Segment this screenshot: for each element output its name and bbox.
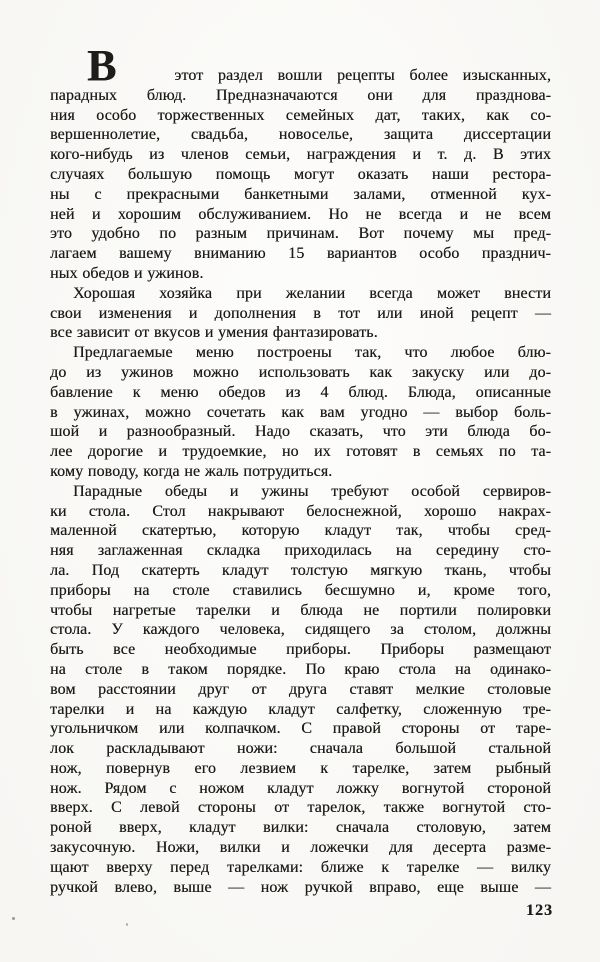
text-line: ния особо торжественных семейных дат, таких, как со- xyxy=(50,106,551,124)
text-line: это удобно по разным причинам. Вот почему мы пред- xyxy=(50,225,551,243)
text-line: щают вверху перед тарелками: ближе к тарелке — вилку xyxy=(50,858,551,876)
paragraph xyxy=(50,284,551,343)
text-line: вом расстоянии друг от друга ставят мелкие столовые xyxy=(50,680,551,698)
text-line: закусочную. Ножи, вилки и ложечки для десерта разме- xyxy=(50,839,551,857)
scan-speck xyxy=(126,923,128,926)
text-line: вверх. С левой стороны от тарелок, также вогнутой сто- xyxy=(50,799,551,817)
page-text-block xyxy=(50,41,551,897)
text-line: ных обедов и ужинов. xyxy=(50,264,204,282)
text-line: лее дорогие и трудоемкие, но их готовят в семьях по та- xyxy=(50,443,551,461)
text-line: маленной скатертью, которую кладут так, чтобы сред- xyxy=(50,522,551,540)
text-line: кого-нибудь из членов семьи, награждения и т. д. В этих xyxy=(50,146,551,164)
page-number: 123 xyxy=(526,902,553,919)
text-line: угольничком или колпачком. С правой стороны от таре- xyxy=(50,720,551,738)
paragraph xyxy=(50,482,551,898)
text-line: случаях большую помощь могут оказать наши рестора- xyxy=(50,165,551,183)
text-line: ки стола. Стол накрывают белоснежной, хорошо накрах- xyxy=(50,502,551,520)
text-line: все зависит от вкусов и умения фантазировать. xyxy=(50,324,378,342)
text-line: В этот раздел вошли рецепты более изысканных, xyxy=(87,41,551,90)
text-line: ручкой влево, выше — нож ручкой вправо, еще выше — xyxy=(50,878,551,896)
text-line: шой и разнообразный. Надо сказать, что эти блюда бо- xyxy=(50,423,551,441)
text-line: ней и хорошим обслуживанием. Но не всегда и не всем xyxy=(50,205,551,223)
text-line: Предлагаемые меню построены так, что любое блю- xyxy=(73,344,551,362)
text-line: приборы на столе ставились бесшумно и, кроме того, xyxy=(50,581,551,599)
text-line: тарелки и на каждую кладут салфетку, сложенную тре- xyxy=(50,700,551,718)
text-line: нож. Рядом с ножом кладут ложку вогнутой стороной xyxy=(50,779,551,797)
text-line: Парадные обеды и ужины требуют особой сервиров- xyxy=(73,482,551,500)
scan-speck xyxy=(12,917,15,920)
text-line: лок раскладывают ножи: сначала большой стальной xyxy=(50,740,551,758)
text-line: быть все необходимые приборы. Приборы размещают xyxy=(50,641,551,659)
text-line: роной вверх, кладут вилки: сначала столовую, затем xyxy=(50,819,551,837)
text-line: парадных блюд. Предназначаются они для празднова- xyxy=(50,86,551,104)
text-line: на столе в таком порядке. По краю стола на одинако- xyxy=(50,660,551,678)
text-line: в ужинах, можно сочетать как вам угодно — выбор боль- xyxy=(50,403,551,421)
text-line: ла. Под скатерть кладут толстую мягкую ткань, чтобы xyxy=(50,561,551,579)
text-line: нож, повернув его лезвием к тарелке, затем рыбный xyxy=(50,759,551,777)
text-line: няя заглаженная складка приходилась на середину сто- xyxy=(50,542,551,560)
text-line: бавление к меню обедов из 4 блюд. Блюда, описанные xyxy=(50,383,551,401)
text-line: до из ужинов можно использовать как закуску или до- xyxy=(50,363,551,381)
text-line: стола. У каждого человека, сидящего за столом, должны xyxy=(50,621,551,639)
paragraph xyxy=(50,41,551,284)
text-line: вершеннолетие, свадьба, новоселье, защита диссертации xyxy=(50,126,551,144)
paragraph xyxy=(50,343,551,482)
text-line: ны с прекрасными банкетными залами, отменной кух- xyxy=(50,185,551,203)
text-line: свои изменения и дополнения в тот или иной рецепт — xyxy=(50,304,551,322)
text-line: кому поводу, когда не жаль потрудиться. xyxy=(50,462,333,480)
dropcap-initial: В xyxy=(87,41,117,90)
text-line: Хорошая хозяйка при желании всегда может внести xyxy=(73,284,551,302)
text-line: чтобы нагретые тарелки и блюда не портили полировки xyxy=(50,601,551,619)
text-line: лагаем вашему вниманию 15 вариантов особо празднич- xyxy=(50,245,551,263)
